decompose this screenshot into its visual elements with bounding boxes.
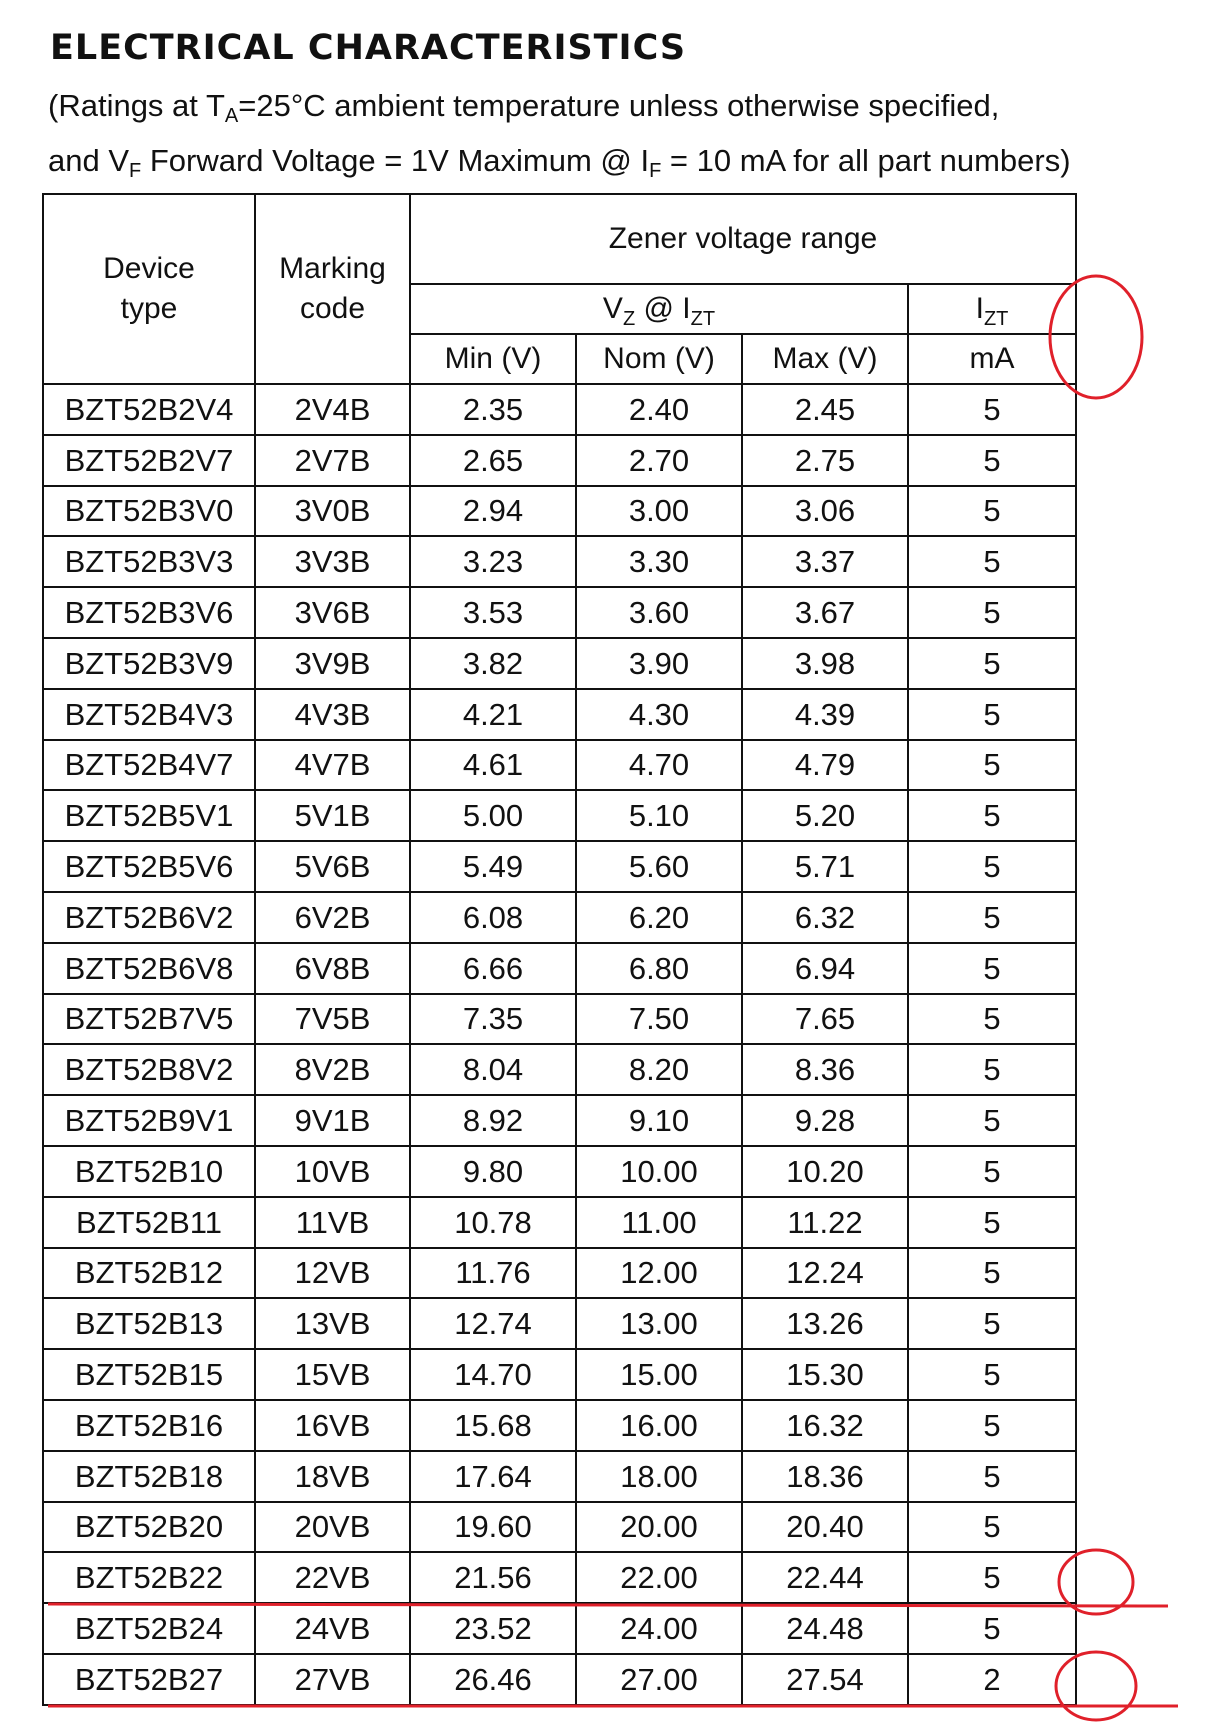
cell-device: BZT52B8V2 bbox=[43, 1044, 255, 1095]
cell-min: 2.35 bbox=[410, 384, 576, 435]
table-row bbox=[43, 1502, 1076, 1553]
cell-izt: 5 bbox=[908, 1400, 1076, 1451]
cell-nom: 3.60 bbox=[576, 587, 742, 638]
cell-marking: 2V4B bbox=[255, 384, 410, 435]
cell-izt: 5 bbox=[908, 384, 1076, 435]
cell-device: BZT52B16 bbox=[43, 1400, 255, 1451]
cell-izt: 5 bbox=[908, 740, 1076, 791]
cell-marking: 3V9B bbox=[255, 638, 410, 689]
cell-device: BZT52B3V0 bbox=[43, 486, 255, 537]
table-row bbox=[43, 1197, 1076, 1248]
cell-min: 9.80 bbox=[410, 1146, 576, 1197]
cell-izt: 5 bbox=[908, 486, 1076, 537]
cell-nom: 7.50 bbox=[576, 994, 742, 1045]
cell-max: 15.30 bbox=[742, 1349, 908, 1400]
cell-device: BZT52B18 bbox=[43, 1451, 255, 1502]
cell-marking: 2V7B bbox=[255, 435, 410, 486]
cell-device: BZT52B5V1 bbox=[43, 790, 255, 841]
cell-max: 3.06 bbox=[742, 486, 908, 537]
cell-nom: 6.20 bbox=[576, 892, 742, 943]
cell-device: BZT52B12 bbox=[43, 1248, 255, 1299]
cell-max: 7.65 bbox=[742, 994, 908, 1045]
cell-min: 5.49 bbox=[410, 841, 576, 892]
cell-min: 2.65 bbox=[410, 435, 576, 486]
cell-max: 12.24 bbox=[742, 1248, 908, 1299]
cell-izt: 5 bbox=[908, 1502, 1076, 1553]
header-marking-code: Marking code bbox=[255, 194, 410, 384]
cell-marking: 13VB bbox=[255, 1298, 410, 1349]
cell-device: BZT52B24 bbox=[43, 1603, 255, 1654]
cell-min: 3.82 bbox=[410, 638, 576, 689]
cell-max: 3.37 bbox=[742, 536, 908, 587]
electrical-characteristics-table bbox=[42, 193, 1077, 1706]
cell-min: 23.52 bbox=[410, 1603, 576, 1654]
cell-marking: 7V5B bbox=[255, 994, 410, 1045]
cell-izt: 5 bbox=[908, 1044, 1076, 1095]
cell-nom: 11.00 bbox=[576, 1197, 742, 1248]
cell-max: 6.94 bbox=[742, 943, 908, 994]
cell-min: 6.66 bbox=[410, 943, 576, 994]
cell-izt: 5 bbox=[908, 689, 1076, 740]
table-row bbox=[43, 892, 1076, 943]
cell-max: 13.26 bbox=[742, 1298, 908, 1349]
cell-max: 27.54 bbox=[742, 1654, 908, 1705]
cell-nom: 5.60 bbox=[576, 841, 742, 892]
cell-max: 8.36 bbox=[742, 1044, 908, 1095]
cell-marking: 11VB bbox=[255, 1197, 410, 1248]
cell-izt: 5 bbox=[908, 841, 1076, 892]
table-row bbox=[43, 994, 1076, 1045]
table-row bbox=[43, 1298, 1076, 1349]
cell-max: 5.71 bbox=[742, 841, 908, 892]
cell-marking: 9V1B bbox=[255, 1095, 410, 1146]
cell-min: 21.56 bbox=[410, 1552, 576, 1603]
cell-min: 11.76 bbox=[410, 1248, 576, 1299]
cell-max: 18.36 bbox=[742, 1451, 908, 1502]
cell-marking: 16VB bbox=[255, 1400, 410, 1451]
cell-nom: 4.70 bbox=[576, 740, 742, 791]
cell-nom: 10.00 bbox=[576, 1146, 742, 1197]
cell-izt: 5 bbox=[908, 790, 1076, 841]
cell-min: 4.21 bbox=[410, 689, 576, 740]
ratings-note-line-1: (Ratings at $T_A=25^\circ C$ ambient temperature unless otherwise specified, bbox=[48, 88, 1000, 127]
cell-nom: 2.70 bbox=[576, 435, 742, 486]
cell-marking: 5V1B bbox=[255, 790, 410, 841]
cell-nom: 3.00 bbox=[576, 486, 742, 537]
cell-nom: 24.00 bbox=[576, 1603, 742, 1654]
cell-max: 3.98 bbox=[742, 638, 908, 689]
cell-device: BZT52B3V3 bbox=[43, 536, 255, 587]
cell-min: 4.61 bbox=[410, 740, 576, 791]
cell-nom: 22.00 bbox=[576, 1552, 742, 1603]
cell-min: 8.92 bbox=[410, 1095, 576, 1146]
cell-device: BZT52B20 bbox=[43, 1502, 255, 1553]
cell-izt: 5 bbox=[908, 1146, 1076, 1197]
cell-izt: 5 bbox=[908, 1349, 1076, 1400]
cell-nom: 12.00 bbox=[576, 1248, 742, 1299]
cell-marking: 3V0B bbox=[255, 486, 410, 537]
cell-nom: 3.90 bbox=[576, 638, 742, 689]
cell-izt: 5 bbox=[908, 1197, 1076, 1248]
cell-device: BZT52B10 bbox=[43, 1146, 255, 1197]
cell-nom: 27.00 bbox=[576, 1654, 742, 1705]
cell-min: 26.46 bbox=[410, 1654, 576, 1705]
cell-max: 5.20 bbox=[742, 790, 908, 841]
header-device-type: Device type bbox=[43, 194, 255, 384]
cell-min: 5.00 bbox=[410, 790, 576, 841]
cell-marking: 4V3B bbox=[255, 689, 410, 740]
table-row bbox=[43, 587, 1076, 638]
header-max: Max (V) bbox=[742, 334, 908, 384]
cell-izt: 5 bbox=[908, 994, 1076, 1045]
cell-marking: 22VB bbox=[255, 1552, 410, 1603]
cell-marking: 15VB bbox=[255, 1349, 410, 1400]
table-row bbox=[43, 486, 1076, 537]
cell-device: BZT52B9V1 bbox=[43, 1095, 255, 1146]
header-min: Min (V) bbox=[410, 334, 576, 384]
cell-min: 3.23 bbox=[410, 536, 576, 587]
table-row bbox=[43, 841, 1076, 892]
cell-device: BZT52B22 bbox=[43, 1552, 255, 1603]
cell-izt: 5 bbox=[908, 1603, 1076, 1654]
cell-izt: 5 bbox=[908, 1451, 1076, 1502]
cell-izt: 5 bbox=[908, 587, 1076, 638]
table-row bbox=[43, 384, 1076, 435]
cell-device: BZT52B2V7 bbox=[43, 435, 255, 486]
cell-marking: 5V6B bbox=[255, 841, 410, 892]
cell-device: BZT52B11 bbox=[43, 1197, 255, 1248]
cell-min: 2.94 bbox=[410, 486, 576, 537]
cell-izt: 5 bbox=[908, 435, 1076, 486]
header-izt: $I_{ZT}$ bbox=[908, 284, 1076, 334]
table-row bbox=[43, 1552, 1076, 1603]
cell-nom: 2.40 bbox=[576, 384, 742, 435]
cell-min: 8.04 bbox=[410, 1044, 576, 1095]
cell-device: BZT52B13 bbox=[43, 1298, 255, 1349]
cell-izt: 2 bbox=[908, 1654, 1076, 1705]
cell-device: BZT52B6V2 bbox=[43, 892, 255, 943]
cell-device: BZT52B27 bbox=[43, 1654, 255, 1705]
cell-nom: 3.30 bbox=[576, 536, 742, 587]
cell-marking: 24VB bbox=[255, 1603, 410, 1654]
cell-min: 12.74 bbox=[410, 1298, 576, 1349]
cell-izt: 5 bbox=[908, 1248, 1076, 1299]
table-row bbox=[43, 638, 1076, 689]
cell-marking: 20VB bbox=[255, 1502, 410, 1553]
cell-izt: 5 bbox=[908, 1095, 1076, 1146]
cell-marking: 3V3B bbox=[255, 536, 410, 587]
table-row bbox=[43, 1044, 1076, 1095]
cell-min: 3.53 bbox=[410, 587, 576, 638]
header-nom: Nom (V) bbox=[576, 334, 742, 384]
table-row bbox=[43, 740, 1076, 791]
cell-max: 20.40 bbox=[742, 1502, 908, 1553]
cell-min: 14.70 bbox=[410, 1349, 576, 1400]
cell-max: 2.45 bbox=[742, 384, 908, 435]
cell-marking: 6V8B bbox=[255, 943, 410, 994]
cell-min: 15.68 bbox=[410, 1400, 576, 1451]
cell-nom: 9.10 bbox=[576, 1095, 742, 1146]
cell-max: 24.48 bbox=[742, 1603, 908, 1654]
cell-marking: 10VB bbox=[255, 1146, 410, 1197]
cell-max: 10.20 bbox=[742, 1146, 908, 1197]
cell-max: 3.67 bbox=[742, 587, 908, 638]
cell-izt: 5 bbox=[908, 1298, 1076, 1349]
table-row bbox=[43, 790, 1076, 841]
cell-nom: 13.00 bbox=[576, 1298, 742, 1349]
cell-max: 16.32 bbox=[742, 1400, 908, 1451]
cell-nom: 15.00 bbox=[576, 1349, 742, 1400]
cell-device: BZT52B3V6 bbox=[43, 587, 255, 638]
header-zener-voltage-range: Zener voltage range bbox=[410, 194, 1076, 284]
cell-device: BZT52B3V9 bbox=[43, 638, 255, 689]
cell-max: 4.79 bbox=[742, 740, 908, 791]
cell-izt: 5 bbox=[908, 943, 1076, 994]
cell-marking: 27VB bbox=[255, 1654, 410, 1705]
cell-device: BZT52B4V7 bbox=[43, 740, 255, 791]
table-row bbox=[43, 1400, 1076, 1451]
header-vz-at-izt: $V_Z$ @ $I_{ZT}$ bbox=[410, 284, 908, 334]
cell-nom: 8.20 bbox=[576, 1044, 742, 1095]
cell-izt: 5 bbox=[908, 892, 1076, 943]
cell-device: BZT52B4V3 bbox=[43, 689, 255, 740]
cell-izt: 5 bbox=[908, 536, 1076, 587]
cell-max: 11.22 bbox=[742, 1197, 908, 1248]
cell-marking: 4V7B bbox=[255, 740, 410, 791]
table-row bbox=[43, 1654, 1076, 1705]
table-row bbox=[43, 1248, 1076, 1299]
cell-marking: 8V2B bbox=[255, 1044, 410, 1095]
cell-device: BZT52B6V8 bbox=[43, 943, 255, 994]
cell-izt: 5 bbox=[908, 1552, 1076, 1603]
table-row bbox=[43, 943, 1076, 994]
cell-nom: 5.10 bbox=[576, 790, 742, 841]
cell-max: 4.39 bbox=[742, 689, 908, 740]
cell-max: 9.28 bbox=[742, 1095, 908, 1146]
table-row bbox=[43, 536, 1076, 587]
cell-max: 2.75 bbox=[742, 435, 908, 486]
cell-min: 10.78 bbox=[410, 1197, 576, 1248]
cell-min: 19.60 bbox=[410, 1502, 576, 1553]
cell-device: BZT52B2V4 bbox=[43, 384, 255, 435]
section-title: ELECTRICAL CHARACTERISTICS bbox=[50, 28, 687, 68]
cell-nom: 16.00 bbox=[576, 1400, 742, 1451]
table-row bbox=[43, 1349, 1076, 1400]
table-row bbox=[43, 1095, 1076, 1146]
cell-nom: 20.00 bbox=[576, 1502, 742, 1553]
cell-max: 6.32 bbox=[742, 892, 908, 943]
cell-nom: 18.00 bbox=[576, 1451, 742, 1502]
cell-min: 7.35 bbox=[410, 994, 576, 1045]
table-row bbox=[43, 1603, 1076, 1654]
cell-marking: 18VB bbox=[255, 1451, 410, 1502]
ratings-note-line-2: and $V_F$ Forward Voltage = 1V Maximum @ $I_F = 10$ mA for all part numbers) bbox=[48, 143, 1071, 182]
cell-nom: 4.30 bbox=[576, 689, 742, 740]
table-row bbox=[43, 689, 1076, 740]
cell-marking: 6V2B bbox=[255, 892, 410, 943]
cell-device: BZT52B15 bbox=[43, 1349, 255, 1400]
cell-izt: 5 bbox=[908, 638, 1076, 689]
cell-device: BZT52B5V6 bbox=[43, 841, 255, 892]
cell-max: 22.44 bbox=[742, 1552, 908, 1603]
cell-marking: 12VB bbox=[255, 1248, 410, 1299]
cell-min: 6.08 bbox=[410, 892, 576, 943]
cell-nom: 6.80 bbox=[576, 943, 742, 994]
table-row bbox=[43, 1146, 1076, 1197]
table-row bbox=[43, 435, 1076, 486]
table-row bbox=[43, 1451, 1076, 1502]
cell-device: BZT52B7V5 bbox=[43, 994, 255, 1045]
header-izt-unit: mA bbox=[908, 334, 1076, 384]
cell-marking: 3V6B bbox=[255, 587, 410, 638]
cell-min: 17.64 bbox=[410, 1451, 576, 1502]
